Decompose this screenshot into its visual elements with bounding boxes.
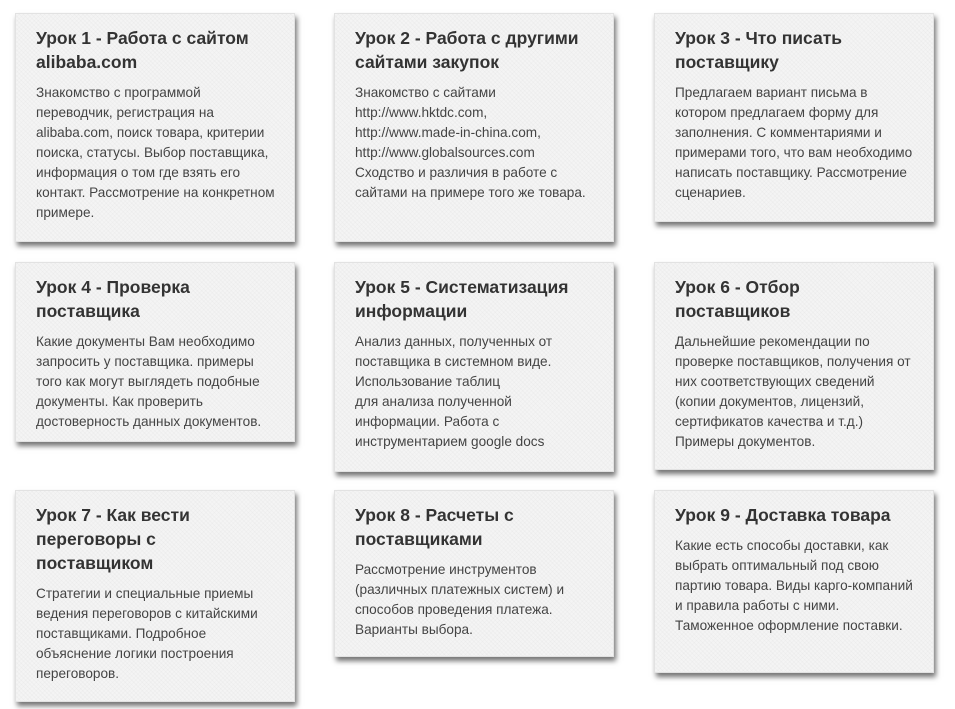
lesson-card-4	[15, 262, 295, 442]
lesson-description: Предлагаем вариант письма в котором предлагаем форму для заполнения. С комментариями и примерами того, что вам необходимо написать поставщику. Рассмотрение сценариев.	[675, 85, 913, 200]
lesson-description: Дальнейшие рекомендации по проверке поставщиков, получения от них соответствующих сведений (копии документов, лицензий, сертификатов качества и т.д.) Примеры документов.	[675, 334, 911, 449]
lesson-description: Какие есть способы доставки, как выбрать оптимальный под свою партию товара. Виды карго-компаний и правила работы с ними. Таможенное оформление поставки.	[675, 538, 913, 633]
lesson-title: Урок 8 - Расчеты с поставщиками	[355, 505, 514, 549]
lesson-description: Какие документы Вам необходимо запросить у поставщика. примеры того как могут выглядеть подобные документы. Как проверить достоверность данных документов.	[36, 334, 262, 429]
lesson-title: Урок 3 - Что писать поставщику	[675, 28, 843, 72]
lesson-card-9	[654, 490, 934, 673]
lesson-card-2	[334, 13, 614, 242]
lesson-description: Знакомство с сайтами http://www.hktdc.com, http://www.made-in-china.com, http://www.globalsources.com Сходство и различия в работе с сайтами на примере того же товара.	[355, 85, 586, 200]
lesson-card-6	[654, 262, 934, 470]
lesson-card-5	[334, 262, 614, 472]
lesson-title: Урок 1 - Работа с сайтом alibaba.com	[36, 28, 249, 72]
lesson-title: Урок 6 - Отбор поставщиков	[675, 277, 800, 321]
lesson-description: Знакомство с программой переводчик, регистрация на alibaba.com, поиск товара, критерии поиска, статусы. Выбор поставщика, информация о том где взять его контакт. Рассмотрение на конкретном примере.	[36, 85, 275, 220]
lesson-title: Урок 5 - Систематизация информации	[355, 277, 569, 321]
lesson-title: Урок 2 - Работа с другими сайтами закупок	[355, 28, 579, 72]
lesson-description: Стратегии и специальные приемы ведения переговоров с китайскими поставщиками. Подробное объяснение логики построения переговоров.	[36, 586, 258, 681]
lesson-card-3	[654, 13, 934, 222]
lesson-description: Рассмотрение инструментов (различных платежных систем) и способов проведения платежа. Варианты выбора.	[355, 562, 565, 637]
lesson-card-8	[334, 490, 614, 657]
lesson-title: Урок 9 - Доставка товара	[675, 505, 891, 525]
lesson-title: Урок 4 - Проверка поставщика	[36, 277, 190, 321]
lesson-card-7	[15, 490, 295, 702]
lesson-card-1	[15, 13, 295, 242]
lesson-title: Урок 7 - Как вести переговоры с поставщиком	[36, 505, 190, 573]
lesson-description: Анализ данных, полученных от поставщика в системном виде. Использование таблиц для анализа полученной информации. Работа с инструментарием google docs	[355, 334, 553, 449]
